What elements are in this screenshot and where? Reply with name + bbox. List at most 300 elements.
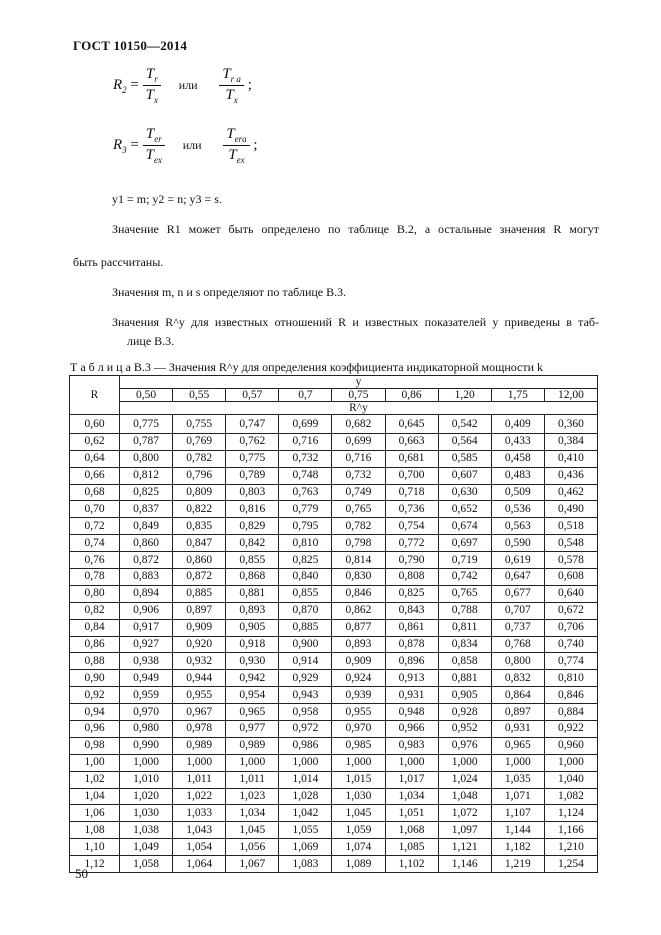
table-caption: Т а б л и ц а В.3 — Значения R^y для определения коэффициента индикаторной мощности k [70,360,544,374]
table-cell: 1,146 [438,856,491,873]
table-cell: 0,872 [173,569,226,586]
table-cell: 0,860 [173,552,226,569]
table-row [70,636,598,653]
table-row [70,754,598,771]
y-value-header: 0,75 [332,389,385,402]
y-value-header: 12,00 [544,389,597,402]
table-cell: 0,749 [332,484,385,501]
table-cell: 0,647 [491,569,544,586]
table-cell: 0,808 [385,569,438,586]
table-cell: 0,881 [438,670,491,687]
table-cell: 0,458 [491,450,544,467]
formula-r2 [113,66,252,105]
table-cell: 0,978 [173,721,226,738]
table-cell: 1,022 [173,788,226,805]
table-cell: 0,905 [438,687,491,704]
table-cell: 0,772 [385,535,438,552]
table-cell: 0,938 [120,653,173,670]
table-cell: 1,210 [544,839,597,856]
table-cell: 0,944 [173,670,226,687]
table-cell: 0,931 [385,687,438,704]
fraction-r2-a: $\frac{T_r}{T_x}$ [143,66,161,105]
table-cell: 1,014 [279,771,332,788]
table-cell: 0,849 [120,518,173,535]
table-row [70,737,598,754]
table-cell: 0,718 [385,484,438,501]
table-cell: 0,769 [173,433,226,450]
table-cell: 1,030 [120,805,173,822]
table-cell: 0,796 [173,467,226,484]
table-cell: 0,924 [332,670,385,687]
table-cell: 1,000 [120,754,173,771]
table-cell: 0,917 [120,619,173,636]
table-cell: 1,000 [332,754,385,771]
table-cell: 0,832 [491,670,544,687]
table-row [70,433,598,450]
table-row [70,569,598,586]
table-cell: 0,775 [120,415,173,434]
or-word: или [178,78,198,92]
table-cell: 0,878 [385,636,438,653]
table-cell: 0,590 [491,535,544,552]
r-value-cell: 0,78 [70,569,120,586]
document-header: ГОСТ 10150—2014 [73,38,188,53]
r-value-cell: 0,60 [70,415,120,434]
table-cell: 0,965 [491,737,544,754]
table-cell: 1,082 [544,788,597,805]
table-cell: 0,748 [279,467,332,484]
table-cell: 0,779 [279,501,332,518]
table-cell: 1,000 [173,754,226,771]
table-cell: 0,893 [332,636,385,653]
table-cell: 0,860 [120,535,173,552]
table-cell: 1,017 [385,771,438,788]
y-value-header: 0,7 [279,389,332,402]
table-cell: 0,803 [226,484,279,501]
table-cell: 1,121 [438,839,491,856]
table-cell: 0,893 [226,602,279,619]
table-row [70,670,598,687]
y-value-header: 0,55 [173,389,226,402]
table-cell: 0,885 [173,585,226,602]
table-cell: 0,884 [544,704,597,721]
table-cell: 0,640 [544,585,597,602]
table-cell: 1,035 [491,771,544,788]
table-cell: 0,943 [279,687,332,704]
table-cell: 0,384 [544,433,597,450]
table-cell: 0,980 [120,721,173,738]
table-cell: 0,897 [173,602,226,619]
table-cell: 0,900 [279,636,332,653]
table-cell: 0,955 [332,704,385,721]
table-row [70,501,598,518]
y-header: y [120,376,598,389]
table-row [70,619,598,636]
table-cell: 0,699 [332,433,385,450]
table-cell: 0,682 [332,415,385,434]
r-value-cell: 0,76 [70,552,120,569]
table-cell: 0,740 [544,636,597,653]
table-cell: 0,846 [544,687,597,704]
y-value-header: 1,20 [438,389,491,402]
table-cell: 1,038 [120,822,173,839]
table-cell: 1,023 [226,788,279,805]
table-cell: 1,124 [544,805,597,822]
table-cell: 0,814 [332,552,385,569]
table-cell: 0,883 [120,569,173,586]
table-cell: 0,931 [491,721,544,738]
table-cell: 0,810 [279,535,332,552]
table-cell: 0,483 [491,467,544,484]
table-row [70,484,598,501]
table-cell: 0,810 [544,670,597,687]
table-cell: 0,830 [332,569,385,586]
table-cell: 1,254 [544,856,597,873]
table-cell: 0,927 [120,636,173,653]
table-cell: 0,699 [279,415,332,434]
table-cell: 0,736 [385,501,438,518]
table-cell: 0,542 [438,415,491,434]
table-cell: 1,000 [438,754,491,771]
table-cell: 0,663 [385,433,438,450]
table-cell: 0,855 [279,585,332,602]
table-cell: 0,716 [279,433,332,450]
r-value-cell: 0,84 [70,619,120,636]
r-value-cell: 0,70 [70,501,120,518]
table-cell: 0,976 [438,737,491,754]
y-value-header: 0,50 [120,389,173,402]
table-cell: 0,868 [226,569,279,586]
table-row [70,535,598,552]
r-column-header: R [70,376,120,415]
table-cell: 0,608 [544,569,597,586]
table-cell: 1,000 [279,754,332,771]
table-cell: 0,954 [226,687,279,704]
table-cell: 0,672 [544,602,597,619]
table-cell: 1,051 [385,805,438,822]
table-cell: 0,972 [279,721,332,738]
table-cell: 0,677 [491,585,544,602]
table-cell: 0,732 [332,467,385,484]
ry-header: R^y [120,402,598,415]
table-cell: 1,010 [120,771,173,788]
table-cell: 1,144 [491,822,544,839]
semicolon: ; [247,76,252,93]
table-cell: 0,768 [491,636,544,653]
table-cell: 0,536 [491,501,544,518]
table-cell: 0,966 [385,721,438,738]
table-cell: 0,948 [385,704,438,721]
fraction-r3-b: $\frac{T_{era}}{T_{ex}}$ [223,126,249,165]
table-cell: 0,909 [173,619,226,636]
table-cell: 1,034 [226,805,279,822]
table-cell: 0,952 [438,721,491,738]
table-row [70,467,598,484]
table-row [70,518,598,535]
table-cell: 0,762 [226,433,279,450]
r-value-cell: 0,86 [70,636,120,653]
table-cell: 0,800 [120,450,173,467]
table-cell: 1,067 [226,856,279,873]
table-cell: 0,939 [332,687,385,704]
r-value-cell: 0,80 [70,585,120,602]
fraction-r2-b: $\frac{T_{r a}}{T_x}$ [219,66,244,105]
table-cell: 1,000 [544,754,597,771]
table-cell: 0,990 [120,737,173,754]
table-cell: 0,855 [226,552,279,569]
table-row [70,450,598,467]
r-value-cell: 0,68 [70,484,120,501]
table-cell: 0,436 [544,467,597,484]
table-cell: 1,064 [173,856,226,873]
table-cell: 0,958 [279,704,332,721]
fraction-r3-a: $\frac{T_{er}}{T_{ex}}$ [143,126,165,165]
table-cell: 1,033 [173,805,226,822]
table-cell: 1,068 [385,822,438,839]
table-cell: 0,782 [173,450,226,467]
formula-r3-lhs: $R_3$ [113,136,127,155]
table-cell: 0,983 [385,737,438,754]
table-cell: 0,955 [173,687,226,704]
table-cell: 0,825 [120,484,173,501]
table-cell: 0,782 [332,518,385,535]
r-value-cell: 0,64 [70,450,120,467]
table-row [70,721,598,738]
table-cell: 0,914 [279,653,332,670]
table-cell: 0,822 [173,501,226,518]
formula-r3 [113,126,258,165]
table-cell: 0,563 [491,518,544,535]
r-value-cell: 0,90 [70,670,120,687]
semicolon: ; [253,136,258,153]
table-cell: 1,011 [173,771,226,788]
table-cell: 0,932 [173,653,226,670]
table-cell: 0,970 [120,704,173,721]
table-cell: 0,829 [226,518,279,535]
equals-sign: = [130,136,139,153]
table-cell: 1,042 [279,805,332,822]
table-cell: 0,787 [120,433,173,450]
table-cell: 0,920 [173,636,226,653]
table-cell: 0,864 [491,687,544,704]
table-cell: 1,048 [438,788,491,805]
table-cell: 0,825 [279,552,332,569]
paragraph-ry-line1: Значения R^y для известных отношений R и известных показателей y приведены в таб- [112,315,599,329]
table-cell: 0,881 [226,585,279,602]
table-cell: 1,102 [385,856,438,873]
table-cell: 0,788 [438,602,491,619]
r-value-cell: 1,10 [70,839,120,856]
table-cell: 0,578 [544,552,597,569]
table-cell: 0,959 [120,687,173,704]
table-cell: 0,360 [544,415,597,434]
table-cell: 0,812 [120,467,173,484]
table-cell: 0,700 [385,467,438,484]
table-body [70,415,598,873]
table-cell: 1,056 [226,839,279,856]
table-cell: 1,040 [544,771,597,788]
formula-r2-lhs: $R_2$ [113,76,127,95]
table-cell: 0,607 [438,467,491,484]
table-cell: 0,719 [438,552,491,569]
table-row [70,687,598,704]
table-row [70,788,598,805]
table-cell: 0,548 [544,535,597,552]
table-row [70,856,598,873]
r-value-cell: 0,92 [70,687,120,704]
table-cell: 1,030 [332,788,385,805]
table-cell: 0,811 [438,619,491,636]
table-cell: 1,085 [385,839,438,856]
table-cell: 1,054 [173,839,226,856]
r-value-cell: 0,82 [70,602,120,619]
table-cell: 0,755 [173,415,226,434]
table-cell: 0,835 [173,518,226,535]
table-cell: 0,897 [491,704,544,721]
table-cell: 1,107 [491,805,544,822]
table-cell: 0,967 [173,704,226,721]
table-cell: 0,842 [226,535,279,552]
r-value-cell: 0,62 [70,433,120,450]
table-cell: 0,965 [226,704,279,721]
table-cell: 1,049 [120,839,173,856]
r-value-cell: 1,00 [70,754,120,771]
table-cell: 0,652 [438,501,491,518]
table-cell: 0,765 [438,585,491,602]
table-cell: 0,742 [438,569,491,586]
table-cell: 0,410 [544,450,597,467]
table-cell: 0,585 [438,450,491,467]
table-cell: 0,960 [544,737,597,754]
table-cell: 0,630 [438,484,491,501]
table-cell: 0,790 [385,552,438,569]
table-cell: 1,028 [279,788,332,805]
table-cell: 0,896 [385,653,438,670]
y-value-header: 1,75 [491,389,544,402]
r-value-cell: 1,02 [70,771,120,788]
table-cell: 0,913 [385,670,438,687]
table-cell: 0,861 [385,619,438,636]
table-cell: 0,834 [438,636,491,653]
table-cell: 0,949 [120,670,173,687]
r-value-cell: 1,08 [70,822,120,839]
table-cell: 0,775 [226,450,279,467]
table-cell: 0,843 [385,602,438,619]
table-cell: 1,024 [438,771,491,788]
table-cell: 0,985 [332,737,385,754]
table-cell: 1,089 [332,856,385,873]
table-row [70,602,598,619]
table-cell: 0,645 [385,415,438,434]
r-value-cell: 0,66 [70,467,120,484]
table-row [70,653,598,670]
table-cell: 0,674 [438,518,491,535]
table-cell: 0,894 [120,585,173,602]
r-value-cell: 0,94 [70,704,120,721]
table-cell: 1,045 [332,805,385,822]
table-cell: 0,816 [226,501,279,518]
table-cell: 0,409 [491,415,544,434]
table-cell: 0,789 [226,467,279,484]
table-cell: 1,020 [120,788,173,805]
table-cell: 0,681 [385,450,438,467]
table-cell: 0,798 [332,535,385,552]
table-cell: 0,922 [544,721,597,738]
ry-values-table [69,375,598,873]
y-value-header: 0,57 [226,389,279,402]
table-cell: 0,930 [226,653,279,670]
table-cell: 0,905 [226,619,279,636]
table-cell: 0,906 [120,602,173,619]
table-cell: 0,885 [279,619,332,636]
table-cell: 1,219 [491,856,544,873]
table-cell: 0,747 [226,415,279,434]
table-cell: 1,182 [491,839,544,856]
equals-sign: = [130,76,139,93]
table-row [70,415,598,434]
table-row [70,839,598,856]
table-cell: 0,697 [438,535,491,552]
table-cell: 0,774 [544,653,597,670]
page-number: 50 [75,866,88,881]
table-cell: 1,069 [279,839,332,856]
paragraph-ry-line2: лице В.3. [127,334,175,348]
table-cell: 0,433 [491,433,544,450]
table-cell: 1,058 [120,856,173,873]
table-cell: 1,083 [279,856,332,873]
table-cell: 0,942 [226,670,279,687]
table-cell: 0,877 [332,619,385,636]
table-cell: 0,809 [173,484,226,501]
table-cell: 1,074 [332,839,385,856]
table-cell: 1,072 [438,805,491,822]
table-cell: 1,000 [491,754,544,771]
r-value-cell: 0,96 [70,721,120,738]
y-values-row [70,389,598,402]
table-cell: 0,619 [491,552,544,569]
paragraph-r1-line2: быть рассчитаны. [73,255,164,269]
table-cell: 0,862 [332,602,385,619]
table-cell: 0,716 [332,450,385,467]
table-cell: 1,015 [332,771,385,788]
table-cell: 1,043 [173,822,226,839]
table-cell: 0,763 [279,484,332,501]
table-cell: 0,800 [491,653,544,670]
table-cell: 0,872 [120,552,173,569]
table-cell: 0,518 [544,518,597,535]
table-cell: 0,977 [226,721,279,738]
r-value-cell: 0,98 [70,737,120,754]
table-cell: 0,909 [332,653,385,670]
paragraph-mns: Значения m, n и s определяют по таблице В.3. [112,285,347,299]
table-row [70,805,598,822]
table-row [70,552,598,569]
table-cell: 1,000 [226,754,279,771]
table-cell: 0,847 [173,535,226,552]
r-value-cell: 1,12 [70,856,120,873]
table-cell: 1,011 [226,771,279,788]
table-row [70,585,598,602]
table-cell: 1,000 [385,754,438,771]
table-cell: 0,490 [544,501,597,518]
table-cell: 0,462 [544,484,597,501]
r-value-cell: 0,88 [70,653,120,670]
table-cell: 0,858 [438,653,491,670]
table-row [70,771,598,788]
table-row [70,822,598,839]
table-cell: 1,034 [385,788,438,805]
or-word: или [182,138,202,152]
